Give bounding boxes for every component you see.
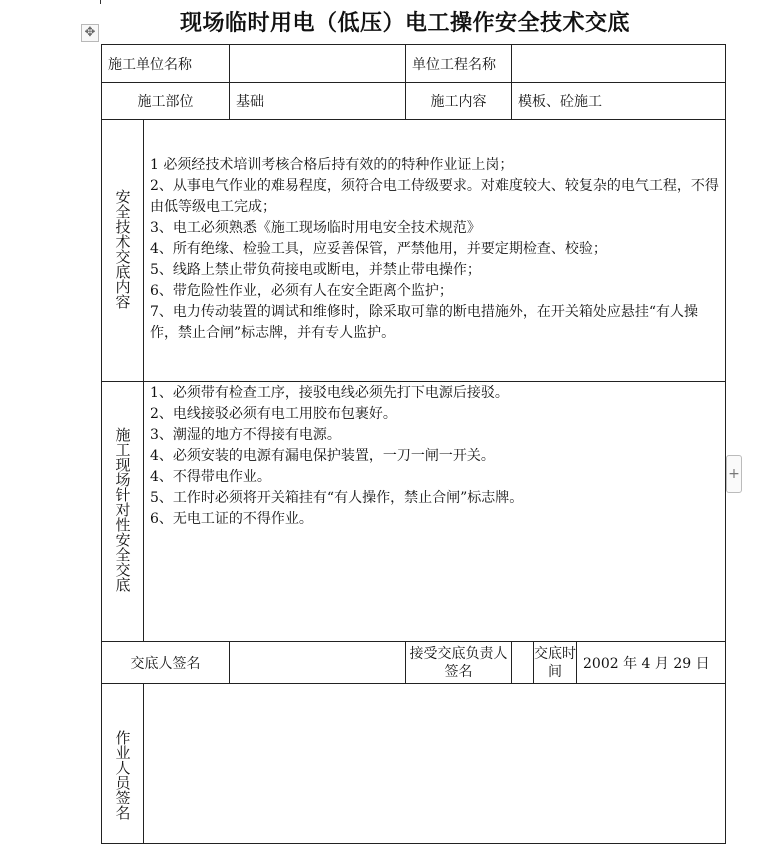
site-section-label-cell — [102, 382, 144, 642]
table-row — [102, 382, 726, 642]
list-item: 4、必须安装的电源有漏电保护装置，一刀一闸一开关。 — [150, 448, 495, 464]
list-item: 5、工作时必须将开关箱挂有“有人操作，禁止合闸”标志牌。 — [150, 490, 524, 506]
site-items-list — [144, 383, 725, 530]
time-label: 交底时间 — [534, 642, 577, 684]
part-label: 施工部位 — [102, 83, 230, 120]
workers-signature-field[interactable] — [144, 684, 726, 844]
document-title: 现场临时用电（低压）电工操作安全技术交底 — [179, 11, 630, 36]
disclosure-table — [101, 44, 726, 844]
project-name-label: 单位工程名称 — [406, 45, 512, 83]
giver-label: 交底人签名 — [102, 642, 230, 684]
content-field[interactable]: 模板、砼施工 — [512, 83, 726, 120]
list-item: 4、所有绝缘、检验工具，应妥善保管，严禁他用，并要定期检查、校验； — [150, 241, 607, 257]
list-item: 4、不得带电作业。 — [150, 469, 271, 485]
safety-items-list — [144, 155, 725, 344]
workers-label-cell — [102, 684, 144, 844]
safety-section-label: 安全技术交底内容 — [113, 188, 132, 309]
table-row — [102, 120, 726, 382]
list-item: 6、无电工证的不得作业。 — [150, 511, 313, 527]
list-item: 7、电力传动装置的调试和维修时，除采取可靠的断电措施外，在开关箱处应悬挂“有人操作，禁止合闸”标志牌，并有专人监护。 — [150, 304, 699, 341]
table-row — [102, 642, 726, 684]
move-arrows-icon[interactable]: ✥ — [81, 24, 99, 42]
list-item: 6、带危险性作业，必须有人在安全距离个监护； — [150, 283, 453, 299]
list-item: 1、必须带有检查工序，接驳电线必须先打下电源后接驳。 — [150, 385, 509, 401]
receiver-signature-field[interactable] — [512, 642, 534, 684]
plus-icon[interactable]: + — [726, 455, 742, 493]
table-row — [102, 684, 726, 844]
time-field[interactable]: 2002 年 4 月 29 日 — [577, 642, 726, 684]
site-content-cell[interactable] — [144, 382, 726, 642]
receiver-label: 接受交底负责人签名 — [406, 642, 512, 684]
table-row — [102, 83, 726, 120]
safety-section-label-cell — [102, 120, 144, 382]
safety-content-cell[interactable] — [144, 120, 726, 382]
project-name-field[interactable] — [512, 45, 726, 83]
ruler-tick — [100, 0, 101, 4]
part-field[interactable]: 基础 — [230, 83, 406, 120]
list-item: 2、从事电气作业的难易程度，须符合电工侍级要求。对难度较大、较复杂的电气工程，不得由低等级电工完成； — [150, 178, 719, 215]
giver-signature-field[interactable] — [230, 642, 406, 684]
list-item: 2、电线接驳必须有电工用胶布包裹好。 — [150, 406, 397, 422]
construction-unit-field[interactable] — [230, 45, 406, 83]
table-row — [102, 45, 726, 83]
site-section-label: 施工现场针对性安全交底 — [113, 427, 132, 592]
content-label: 施工内容 — [406, 83, 512, 120]
list-item: 3、潮湿的地方不得接有电源。 — [150, 427, 341, 443]
list-item: 3、电工必须熟悉《施工现场临时用电安全技术规范》 — [150, 220, 481, 236]
list-item: 1 必须经技术培训考核合格后持有效的的特种作业证上岗； — [150, 157, 514, 173]
list-item: 5、线路上禁止带负荷接电或断电，并禁止带电操作； — [150, 262, 481, 278]
workers-label: 作业人员签名 — [113, 730, 132, 820]
construction-unit-label: 施工单位名称 — [102, 45, 230, 83]
